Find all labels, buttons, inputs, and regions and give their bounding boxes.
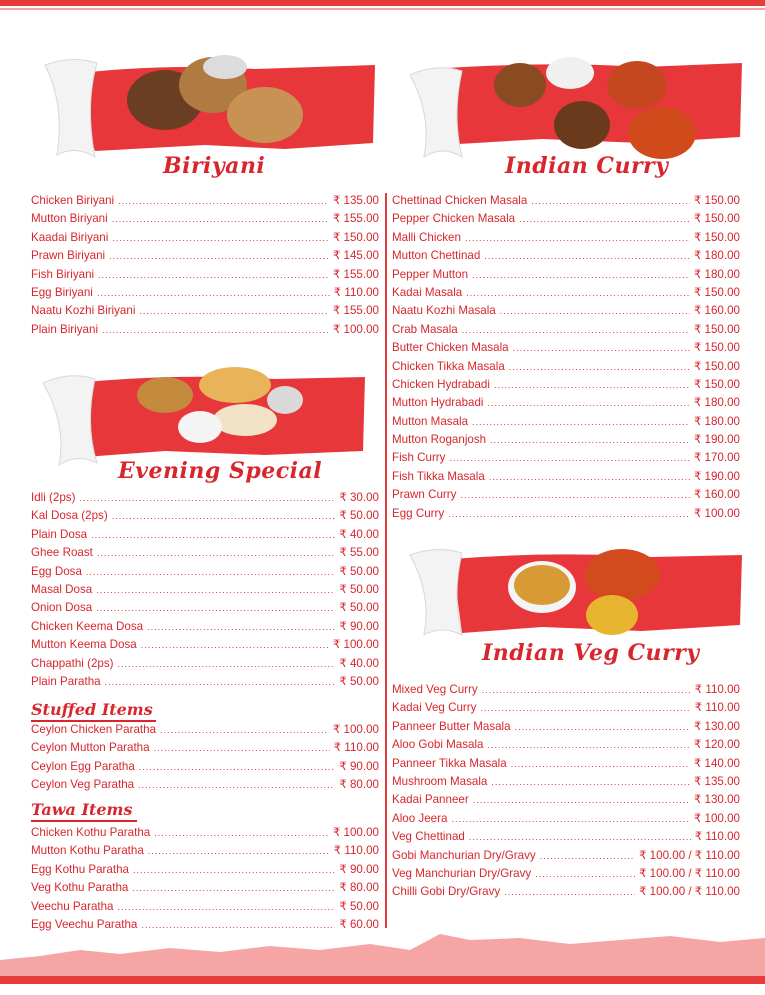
dot-leader	[494, 380, 690, 390]
dot-leader	[515, 722, 690, 732]
menu-item	[392, 774, 740, 792]
menu-item-price: ₹ 155.00	[332, 212, 379, 226]
evening-special-list	[31, 490, 379, 692]
menu-item-price: ₹ 80.00	[339, 778, 379, 792]
menu-item-price: ₹ 110.00	[694, 701, 740, 715]
menu-item-price: ₹ 100.00 / ₹ 110.00	[639, 848, 740, 862]
menu-item-name: Plain Biriyani	[31, 322, 99, 336]
dot-leader	[472, 417, 690, 427]
menu-item-price: ₹ 190.00	[693, 433, 740, 447]
menu-item	[392, 450, 740, 468]
menu-item-name: Mutton Kothu Paratha	[31, 844, 144, 858]
menu-item-price: ₹ 90.00	[339, 759, 379, 773]
indian-curry-list	[392, 193, 740, 524]
dot-leader	[112, 511, 336, 521]
menu-item-price: ₹ 110.00	[694, 830, 740, 844]
menu-item-price: ₹ 30.00	[339, 491, 379, 504]
menu-item-name: Veechu Paratha	[31, 899, 114, 913]
dot-leader	[160, 725, 329, 735]
menu-item-name: Aloo Gobi Masala	[392, 738, 484, 752]
menu-item-price: ₹ 150.00	[693, 212, 740, 226]
menu-item-price: ₹ 50.00	[339, 899, 379, 913]
dot-leader	[511, 759, 690, 769]
menu-item-price: ₹ 100.00 / ₹ 110.00	[639, 885, 740, 899]
dot-leader	[138, 780, 335, 790]
menu-item	[392, 395, 740, 413]
dot-leader	[484, 251, 690, 261]
menu-item-price: ₹ 50.00	[339, 674, 379, 688]
menu-item	[31, 674, 379, 692]
menu-item	[31, 637, 379, 655]
menu-item	[31, 656, 379, 674]
menu-item-name: Ceylon Egg Paratha	[31, 759, 135, 773]
dot-leader	[96, 585, 335, 595]
dot-leader	[465, 233, 690, 243]
menu-item-price: ₹ 155.00	[332, 267, 379, 281]
menu-item	[31, 490, 379, 508]
menu-item	[31, 303, 379, 321]
menu-item-name: Kaadai Biriyani	[31, 230, 109, 244]
menu-item-price: ₹ 55.00	[339, 546, 379, 560]
top-accent-line	[0, 8, 765, 10]
biriyani-banner	[35, 45, 380, 165]
dot-leader	[96, 603, 335, 613]
menu-item-price: ₹ 50.00	[339, 601, 379, 615]
menu-item-name: Onion Dosa	[31, 601, 93, 615]
menu-item-name: Kadai Veg Curry	[392, 701, 477, 715]
dot-leader	[118, 902, 336, 912]
menu-item	[31, 267, 379, 285]
menu-item-name: Egg Kothu Paratha	[31, 862, 129, 876]
indian-veg-curry-banner	[402, 535, 747, 645]
menu-item-name: Kadai Panneer	[392, 793, 469, 807]
menu-item	[392, 884, 740, 902]
dot-leader	[466, 288, 690, 298]
menu-item-price: ₹ 110.00	[333, 285, 379, 299]
menu-item-price: ₹ 100.00	[332, 723, 379, 736]
menu-item-name: Mutton Masala	[392, 414, 469, 428]
indian-veg-curry-list	[392, 682, 740, 903]
menu-item-price: ₹ 150.00	[693, 341, 740, 355]
dot-leader	[112, 214, 329, 224]
menu-item-name: Naatu Kozhi Masala	[392, 304, 496, 318]
dot-leader	[112, 233, 329, 243]
dot-leader	[509, 362, 690, 372]
menu-item	[31, 862, 379, 880]
menu-item-name: Chilli Gobi Dry/Gravy	[392, 885, 501, 899]
dot-leader	[86, 567, 335, 577]
menu-item-price: ₹ 50.00	[339, 509, 379, 523]
menu-item-name: Pepper Chicken Masala	[392, 212, 516, 226]
menu-item-name: Veg Chettinad	[392, 830, 465, 844]
menu-item-price: ₹ 90.00	[339, 619, 379, 633]
menu-item-name: Mixed Veg Curry	[392, 683, 478, 696]
menu-item	[392, 737, 740, 755]
menu-item-price: ₹ 90.00	[339, 862, 379, 876]
menu-item	[392, 792, 740, 810]
menu-item	[392, 377, 740, 395]
menu-item	[392, 700, 740, 718]
menu-item	[392, 322, 740, 340]
stuffed-items-list	[31, 722, 379, 796]
dot-leader	[451, 814, 690, 824]
dot-leader	[154, 828, 329, 838]
dot-leader	[488, 398, 690, 408]
dot-leader	[535, 869, 635, 879]
menu-item-price: ₹ 160.00	[693, 304, 740, 318]
menu-item	[392, 193, 740, 211]
section-title-evening-special: Evening Special	[118, 458, 323, 484]
menu-item-name: Naatu Kozhi Biriyani	[31, 304, 136, 318]
menu-item-price: ₹ 150.00	[693, 377, 740, 391]
menu-item-price: ₹ 135.00	[693, 774, 740, 788]
dot-leader	[473, 795, 690, 805]
menu-item-price: ₹ 60.00	[339, 917, 379, 931]
menu-item-name: Kal Dosa (2ps)	[31, 509, 108, 523]
menu-item-price: ₹ 190.00	[693, 469, 740, 483]
menu-item-price: ₹ 100.00	[693, 811, 740, 825]
menu-item-name: Veg Manchurian Dry/Gravy	[392, 866, 532, 880]
menu-item	[392, 811, 740, 829]
evening-special-banner	[35, 355, 380, 470]
dot-leader	[118, 659, 336, 669]
menu-item	[31, 248, 379, 266]
menu-item	[31, 722, 379, 740]
menu-item-price: ₹ 110.00	[333, 741, 379, 755]
dot-leader	[540, 851, 635, 861]
menu-item	[392, 211, 740, 229]
menu-item-name: Crab Masala	[392, 322, 458, 336]
dot-leader	[519, 214, 690, 224]
menu-item-price: ₹ 50.00	[339, 564, 379, 578]
menu-item	[31, 899, 379, 917]
menu-item	[31, 582, 379, 600]
menu-item-name: Ceylon Chicken Paratha	[31, 723, 157, 736]
dot-leader	[132, 883, 335, 893]
dot-leader	[460, 490, 690, 500]
dot-leader	[97, 288, 330, 298]
menu-item	[392, 848, 740, 866]
menu-item-price: ₹ 150.00	[332, 230, 379, 244]
column-divider	[385, 193, 387, 928]
dot-leader	[118, 196, 329, 206]
menu-item	[31, 230, 379, 248]
menu-item-name: Egg Curry	[392, 506, 445, 520]
menu-item-name: Mutton Keema Dosa	[31, 638, 137, 652]
menu-item	[31, 759, 379, 777]
menu-item-name: Chicken Kothu Paratha	[31, 826, 151, 839]
menu-item	[392, 230, 740, 248]
menu-item-price: ₹ 130.00	[693, 793, 740, 807]
menu-item-name: Plain Paratha	[31, 674, 101, 688]
menu-item-name: Chicken Biriyani	[31, 194, 115, 207]
menu-item-price: ₹ 40.00	[339, 527, 379, 541]
menu-item-price: ₹ 150.00	[693, 230, 740, 244]
menu-item	[392, 719, 740, 737]
menu-item-price: ₹ 170.00	[693, 451, 740, 465]
dot-leader	[79, 493, 335, 503]
menu-item-name: Mutton Chettinad	[392, 249, 481, 263]
menu-item	[392, 267, 740, 285]
menu-item-name: Mutton Hydrabadi	[392, 396, 484, 410]
dot-leader	[482, 685, 691, 695]
menu-item	[392, 506, 740, 524]
menu-item	[392, 285, 740, 303]
menu-item	[392, 340, 740, 358]
menu-item-name: Egg Veechu Paratha	[31, 917, 138, 931]
dot-leader	[513, 343, 690, 353]
menu-item	[392, 682, 740, 700]
menu-item-name: Chicken Hydrabadi	[392, 377, 490, 391]
menu-item	[31, 193, 379, 211]
menu-item-name: Veg Kothu Paratha	[31, 881, 129, 895]
biriyani-list	[31, 193, 379, 340]
menu-item	[392, 866, 740, 884]
menu-item-name: Panneer Tikka Masala	[392, 756, 507, 770]
top-accent-bar	[0, 0, 765, 6]
menu-item-name: Chappathi (2ps)	[31, 656, 114, 670]
section-title-indian-curry: Indian Curry	[505, 153, 669, 179]
menu-item-name: Butter Chicken Masala	[392, 341, 509, 355]
dot-leader	[148, 846, 330, 856]
menu-item	[31, 600, 379, 618]
menu-item-name: Mutton Biriyani	[31, 212, 108, 226]
dot-leader	[91, 530, 335, 540]
menu-item-price: ₹ 150.00	[693, 194, 740, 207]
menu-item	[31, 619, 379, 637]
menu-item	[392, 756, 740, 774]
dot-leader	[490, 435, 690, 445]
dot-leader	[102, 325, 329, 335]
dot-leader	[504, 887, 635, 897]
dot-leader	[449, 453, 689, 463]
menu-item	[31, 777, 379, 795]
dot-leader	[480, 703, 690, 713]
menu-item-price: ₹ 180.00	[693, 396, 740, 410]
dot-leader	[105, 677, 336, 687]
dot-leader	[500, 306, 690, 316]
menu-item-name: Panneer Butter Masala	[392, 719, 511, 733]
menu-item-price: ₹ 40.00	[339, 656, 379, 670]
menu-item-name: Fish Biriyani	[31, 267, 95, 281]
section-title-indian-veg-curry: Indian Veg Curry	[482, 640, 700, 666]
menu-item	[392, 414, 740, 432]
subheading-stuffed-items: Stuffed Items	[31, 700, 153, 719]
dot-leader	[448, 509, 690, 519]
menu-item-price: ₹ 150.00	[693, 285, 740, 299]
menu-item	[392, 469, 740, 487]
menu-item	[392, 829, 740, 847]
dot-leader	[139, 306, 329, 316]
menu-item-price: ₹ 50.00	[339, 582, 379, 596]
menu-item-price: ₹ 100.00	[332, 322, 379, 336]
menu-item-name: Egg Dosa	[31, 564, 82, 578]
menu-item-price: ₹ 180.00	[693, 267, 740, 281]
bottom-wave-decoration	[0, 917, 765, 990]
menu-item-name: Aloo Jeera	[392, 811, 448, 825]
menu-item-name: Masal Dosa	[31, 582, 93, 596]
menu-item-name: Plain Dosa	[31, 527, 88, 541]
menu-item-name: Chicken Keema Dosa	[31, 619, 144, 633]
menu-item-name: Mutton Roganjosh	[392, 433, 487, 447]
menu-item-name: Pepper Mutton	[392, 267, 469, 281]
menu-item	[31, 545, 379, 563]
dot-leader	[141, 640, 329, 650]
dot-leader	[491, 777, 690, 787]
menu-item-price: ₹ 180.00	[693, 249, 740, 263]
dot-leader	[469, 832, 691, 842]
dot-leader	[531, 196, 690, 206]
dot-leader	[139, 762, 336, 772]
dot-leader	[154, 743, 330, 753]
dot-leader	[98, 270, 329, 280]
menu-item-price: ₹ 135.00	[332, 194, 379, 207]
menu-item-price: ₹ 120.00	[693, 738, 740, 752]
menu-item	[392, 359, 740, 377]
menu-item-price: ₹ 155.00	[332, 304, 379, 318]
menu-item-name: Prawn Biriyani	[31, 249, 106, 263]
dot-leader	[109, 251, 329, 261]
menu-item-name: Egg Biriyani	[31, 285, 93, 299]
menu-item-name: Chicken Tikka Masala	[392, 359, 505, 373]
menu-item-price: ₹ 160.00	[693, 488, 740, 502]
menu-item-price: ₹ 110.00	[333, 844, 379, 858]
menu-item-name: Gobi Manchurian Dry/Gravy	[392, 848, 536, 862]
menu-item	[31, 508, 379, 526]
subheading-tawa-items: Tawa Items	[31, 800, 133, 819]
menu-item	[392, 303, 740, 321]
menu-item-name: Fish Curry	[392, 451, 446, 465]
menu-item-name: Idli (2ps)	[31, 491, 76, 504]
menu-item-name: Ghee Roast	[31, 546, 93, 560]
menu-item-price: ₹ 100.00	[332, 826, 379, 839]
menu-item	[31, 740, 379, 758]
dot-leader	[472, 270, 690, 280]
menu-item-name: Chettinad Chicken Masala	[392, 194, 528, 207]
menu-item-price: ₹ 180.00	[693, 414, 740, 428]
menu-item	[392, 487, 740, 505]
menu-item	[31, 825, 379, 843]
menu-item-price: ₹ 110.00	[694, 683, 740, 696]
menu-item	[392, 432, 740, 450]
menu-item-price: ₹ 150.00	[693, 359, 740, 373]
dot-leader	[133, 865, 335, 875]
menu-item	[31, 285, 379, 303]
menu-item-name: Ceylon Mutton Paratha	[31, 741, 150, 755]
section-title-biriyani: Biriyani	[163, 153, 266, 179]
dot-leader	[147, 622, 335, 632]
menu-item	[31, 211, 379, 229]
menu-item-name: Malli Chicken	[392, 230, 461, 244]
menu-item-name: Prawn Curry	[392, 488, 457, 502]
menu-item-price: ₹ 140.00	[693, 756, 740, 770]
menu-item-name: Mushroom Masala	[392, 774, 488, 788]
menu-item	[31, 564, 379, 582]
menu-item-price: ₹ 130.00	[693, 719, 740, 733]
menu-item-price: ₹ 100.00	[693, 506, 740, 520]
indian-curry-banner	[402, 45, 747, 165]
menu-item-price: ₹ 145.00	[332, 249, 379, 263]
menu-item-price: ₹ 100.00	[332, 638, 379, 652]
menu-item-name: Kadai Masala	[392, 285, 463, 299]
menu-item	[392, 248, 740, 266]
menu-item-price: ₹ 100.00 / ₹ 110.00	[639, 866, 740, 880]
tawa-items-list	[31, 825, 379, 935]
dot-leader	[462, 325, 690, 335]
menu-item-price: ₹ 150.00	[693, 322, 740, 336]
menu-item	[31, 322, 379, 340]
menu-item-name: Fish Tikka Masala	[392, 469, 485, 483]
menu-item	[31, 527, 379, 545]
subheading-underline	[31, 820, 137, 822]
dot-leader	[97, 548, 336, 558]
dot-leader	[488, 740, 690, 750]
menu-item-price: ₹ 80.00	[339, 881, 379, 895]
menu-item	[31, 843, 379, 861]
menu-item-name: Ceylon Veg Paratha	[31, 778, 135, 792]
menu-item	[31, 880, 379, 898]
dot-leader	[489, 472, 690, 482]
